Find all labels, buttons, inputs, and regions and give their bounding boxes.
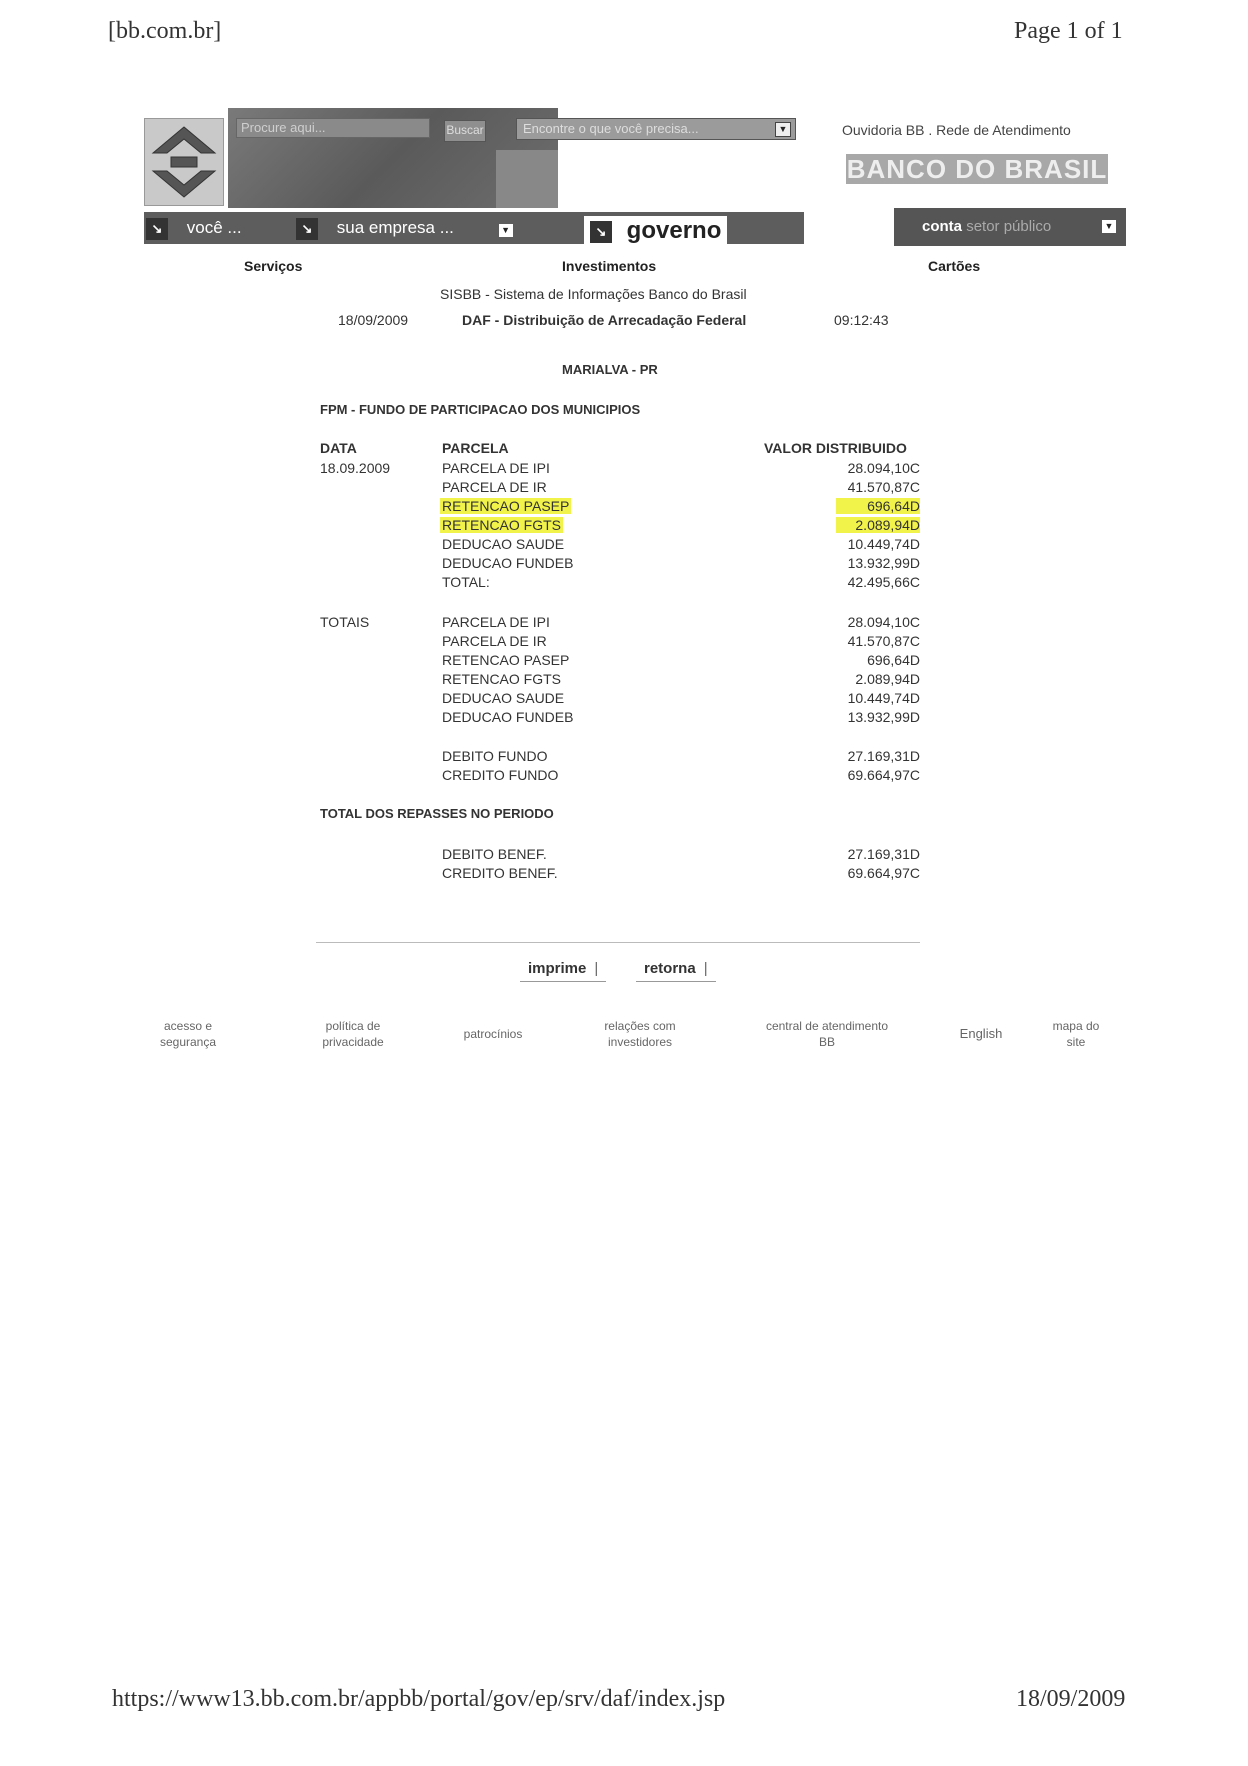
row-parcela: DEDUCAO FUNDEB [442,555,574,571]
row-date: 18.09.2009 [320,460,391,476]
repasses-parcela: CREDITO BENEF. [442,865,558,881]
row-parcela: DEDUCAO SAUDE [442,536,565,552]
fundo-parcela: DEBITO FUNDO [442,748,548,764]
fundo-valor: 69.664,97C [847,767,920,783]
sub-nav-investimentos[interactable]: Investimentos [562,258,657,274]
totais-valor: 41.570,87C [847,633,920,649]
chevron-down-icon: ▼ [775,122,791,137]
search-button[interactable]: Buscar [444,120,486,142]
row-valor: 41.570,87C [847,479,920,495]
totais-valor: 10.449,74D [847,690,920,706]
chevron-down-icon: ▼ [1102,220,1116,233]
print-page-label: Page 1 of 1 [1014,18,1123,44]
footer-link-line: privacidade [322,1035,384,1049]
row-valor: 42.495,66C [847,574,920,590]
repasses-parcela: DEBITO BENEF. [442,846,547,862]
retorna-label: retorna [644,960,696,977]
chevron-down-icon: ▼ [499,224,513,237]
conta-label: conta [922,218,963,235]
brand-logo: BANCO DO BRASIL [846,154,1108,184]
row-valor: 10.449,74D [847,536,920,552]
col-data: DATA [320,440,357,456]
row-valor: 13.932,99D [847,555,920,571]
row-parcela: PARCELA DE IPI [442,460,550,476]
footer-link-relacoes[interactable] [584,1018,696,1050]
arrow-icon: ↘ [146,218,168,240]
arrow-icon: ↘ [590,221,612,243]
report-time: 09:12:43 [834,312,889,328]
footer-link-central[interactable] [752,1018,902,1050]
setor-publico-label: setor público [966,218,1052,235]
banner-image [496,150,558,208]
sub-nav-servicos[interactable]: Serviços [244,258,303,274]
fund-title: FPM - FUNDO DE PARTICIPACAO DOS MUNICIPIOS [320,402,641,417]
fundo-valor: 27.169,31D [847,748,920,764]
totais-parcela: RETENCAO PASEP [442,652,570,668]
nav-governo-label: governo [626,217,722,244]
row-valor: 28.094,10C [847,460,920,476]
report-date: 18/09/2009 [338,312,409,328]
row-parcela-highlighted: RETENCAO FGTS [442,517,562,533]
print-site-label: [bb.com.br] [108,18,222,44]
totais-label: TOTAIS [320,614,370,630]
report-title: DAF - Distribuição de Arrecadação Federal [462,312,747,328]
totais-valor: 13.932,99D [847,709,920,725]
totais-parcela: DEDUCAO SAUDE [442,690,565,706]
footer-link-line: site [1066,1035,1086,1049]
footer-link-patrocinios[interactable]: patrocínios [463,1027,523,1041]
find-select[interactable] [516,118,796,140]
find-select-label: Encontre o que você precisa... [523,121,699,136]
footer-link-line: central de atendimento [765,1019,889,1033]
arrow-icon: ↘ [296,218,318,240]
totais-parcela: RETENCAO FGTS [442,671,562,687]
nav-governo[interactable] [584,216,727,246]
row-parcela: PARCELA DE IR [442,479,547,495]
totais-valor: 696,64D [867,652,920,668]
header-links[interactable]: Ouvidoria BB . Rede de Atendimento [842,122,1071,138]
system-title: SISBB - Sistema de Informações Banco do Brasil [440,286,747,302]
footer-link-acesso[interactable] [152,1018,224,1050]
totais-valor: 2.089,94D [855,671,920,687]
footer-link-line: mapa do [1052,1019,1100,1033]
sub-nav-cartoes[interactable]: Cartões [928,258,981,274]
divider: | [594,960,599,977]
footer-link-line: relações com [604,1019,676,1033]
repasses-valor: 69.664,97C [847,865,920,881]
col-parcela: PARCELA [442,440,509,456]
footer-link-line: segurança [159,1035,217,1049]
footer-link-mapa[interactable] [1036,1018,1116,1050]
nav-voce-label: você ... [186,218,242,237]
imprime-button[interactable] [520,960,606,982]
imprime-label: imprime [528,960,587,977]
footer-link-line: política de [325,1019,381,1033]
repasses-valor: 27.169,31D [847,846,920,862]
nav-voce[interactable] [146,214,242,242]
print-date: 18/09/2009 [1016,1686,1126,1712]
totais-parcela: PARCELA DE IR [442,633,547,649]
footer-link-line: investidores [607,1035,673,1049]
row-parcela-highlighted: RETENCAO PASEP [442,498,570,514]
conta-setor-publico-select[interactable] [894,208,1126,246]
totais-parcela: DEDUCAO FUNDEB [442,709,574,725]
footer-link-politica[interactable] [308,1018,398,1050]
print-url: https://www13.bb.com.br/appbb/portal/gov/ep/srv/daf/index.jsp [112,1686,726,1712]
row-valor-highlighted: 696,64D [836,498,920,514]
row-parcela: TOTAL: [442,574,490,590]
footer-link-line: acesso e [163,1019,213,1033]
col-valor: VALOR DISTRIBUIDO [764,440,907,456]
search-input[interactable]: Procure aqui... [236,118,430,138]
footer-link-line: BB [818,1035,835,1049]
municipality: MARIALVA - PR [562,362,658,377]
bb-logo-icon[interactable] [144,118,224,206]
fundo-parcela: CREDITO FUNDO [442,767,559,783]
nav-empresa[interactable] [296,214,513,242]
row-valor-highlighted: 2.089,94D [836,517,920,533]
footer-link-english[interactable]: English [959,1026,1003,1041]
totais-valor: 28.094,10C [847,614,920,630]
totais-parcela: PARCELA DE IPI [442,614,550,630]
nav-empresa-label: sua empresa ... [336,218,454,237]
retorna-button[interactable] [636,960,716,982]
repasses-title: TOTAL DOS REPASSES NO PERIODO [320,806,554,821]
separator [316,942,920,943]
divider: | [703,960,708,977]
